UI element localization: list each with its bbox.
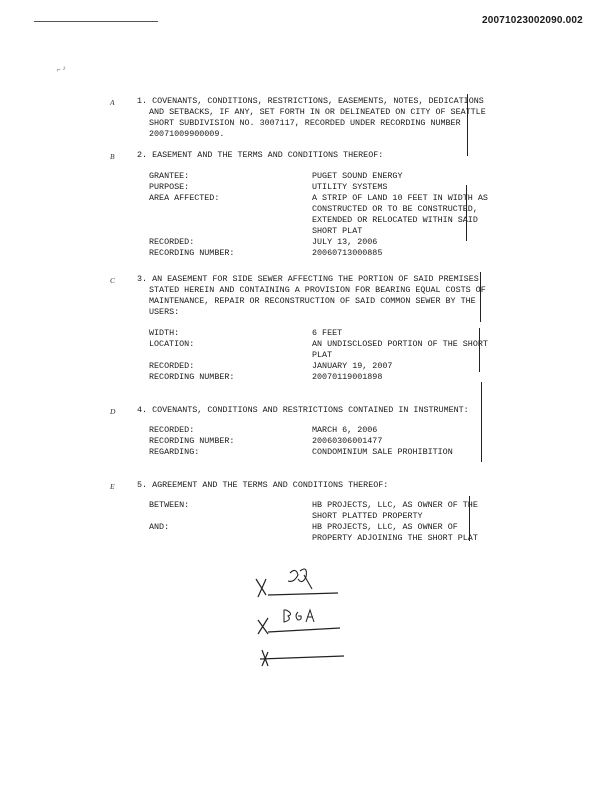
item-3-line-1: 3. AN EASEMENT FOR SIDE SEWER AFFECTING THE PORTION OF SAID PREMISES — [137, 274, 479, 284]
field-value: EXTENDED OR RELOCATED WITHIN SAID — [312, 215, 478, 225]
field-label: RECORDED: — [149, 361, 195, 371]
field-label: GRANTEE: — [149, 171, 190, 181]
item-1-line-3: SHORT SUBDIVISION NO. 3007117, RECORDED UNDER RECORDING NUMBER — [149, 118, 461, 128]
field-value: A STRIP OF LAND 10 FEET IN WIDTH AS — [312, 193, 488, 203]
margin-line — [469, 496, 470, 541]
field-label: RECORDING NUMBER: — [149, 436, 235, 446]
field-value: 20070119001898 — [312, 372, 383, 382]
field-label: WIDTH: — [149, 328, 180, 338]
signature-1 — [252, 565, 342, 605]
field-value: PROPERTY ADJOINING THE SHORT PLAT — [312, 533, 478, 543]
field-label: PURPOSE: — [149, 182, 190, 192]
signature-3 — [256, 646, 346, 670]
field-label: RECORDING NUMBER: — [149, 372, 235, 382]
item-5-heading: 5. AGREEMENT AND THE TERMS AND CONDITIONS THEREOF: — [137, 480, 389, 490]
field-label: BETWEEN: — [149, 500, 190, 510]
field-label: REGARDING: — [149, 447, 200, 457]
item-2-heading: 2. EASEMENT AND THE TERMS AND CONDITIONS THEREOF: — [137, 150, 384, 160]
field-label: AND: — [149, 522, 170, 532]
field-value: JANUARY 19, 2007 — [312, 361, 393, 371]
margin-line — [479, 328, 480, 372]
item-3-line-2: STATED HEREIN AND CONTAINING A PROVISION FOR BEARING EQUAL COSTS OF — [149, 285, 486, 295]
field-value: MARCH 6, 2006 — [312, 425, 378, 435]
stray-mark: ⌐ ˀ — [56, 65, 65, 74]
signature-2 — [254, 604, 344, 638]
item-marker-a: A — [110, 98, 115, 107]
field-label: LOCATION: — [149, 339, 195, 349]
field-label: RECORDED: — [149, 237, 195, 247]
field-value: SHORT PLATTED PROPERTY — [312, 511, 423, 521]
item-3-line-4: USERS: — [149, 307, 180, 317]
document-id: 20071023002090.002 — [482, 15, 583, 26]
field-value: CONDOMINIUM SALE PROHIBITION — [312, 447, 453, 457]
item-marker-e: E — [110, 482, 115, 491]
margin-line — [466, 185, 467, 241]
field-value: HB PROJECTS, LLC, AS OWNER OF THE — [312, 500, 478, 510]
field-value: PLAT — [312, 350, 333, 360]
margin-line — [481, 382, 482, 462]
item-marker-b: B — [110, 152, 115, 161]
field-value: 6 FEET — [312, 328, 343, 338]
top-rule — [34, 21, 158, 22]
margin-line — [467, 94, 468, 156]
item-marker-d: D — [110, 407, 116, 416]
field-value: 20060713000885 — [312, 248, 383, 258]
item-1-line-4: 20071009900009. — [149, 129, 225, 139]
field-value: 20060306001477 — [312, 436, 383, 446]
field-value: PUGET SOUND ENERGY — [312, 171, 403, 181]
field-label: RECORDING NUMBER: — [149, 248, 235, 258]
margin-line — [480, 272, 481, 322]
field-value: AN UNDISCLOSED PORTION OF THE SHORT — [312, 339, 488, 349]
item-marker-c: C — [110, 276, 116, 285]
field-label: RECORDED: — [149, 425, 195, 435]
field-label: AREA AFFECTED: — [149, 193, 220, 203]
field-value: UTILITY SYSTEMS — [312, 182, 388, 192]
item-1-line-2: AND SETBACKS, IF ANY, SET FORTH IN OR DELINEATED ON CITY OF SEATTLE — [149, 107, 486, 117]
item-4-heading: 4. COVENANTS, CONDITIONS AND RESTRICTIONS CONTAINED IN INSTRUMENT: — [137, 405, 469, 415]
field-value: CONSTRUCTED OR TO BE CONSTRUCTED, — [312, 204, 478, 214]
item-3-line-3: MAINTENANCE, REPAIR OR RECONSTRUCTION OF SAID COMMON SEWER BY THE — [149, 296, 476, 306]
field-value: HB PROJECTS, LLC, AS OWNER OF — [312, 522, 458, 532]
field-value: SHORT PLAT — [312, 226, 363, 236]
field-value: JULY 13, 2006 — [312, 237, 378, 247]
item-1-line-1: 1. COVENANTS, CONDITIONS, RESTRICTIONS, EASEMENTS, NOTES, DEDICATIONS — [137, 96, 484, 106]
